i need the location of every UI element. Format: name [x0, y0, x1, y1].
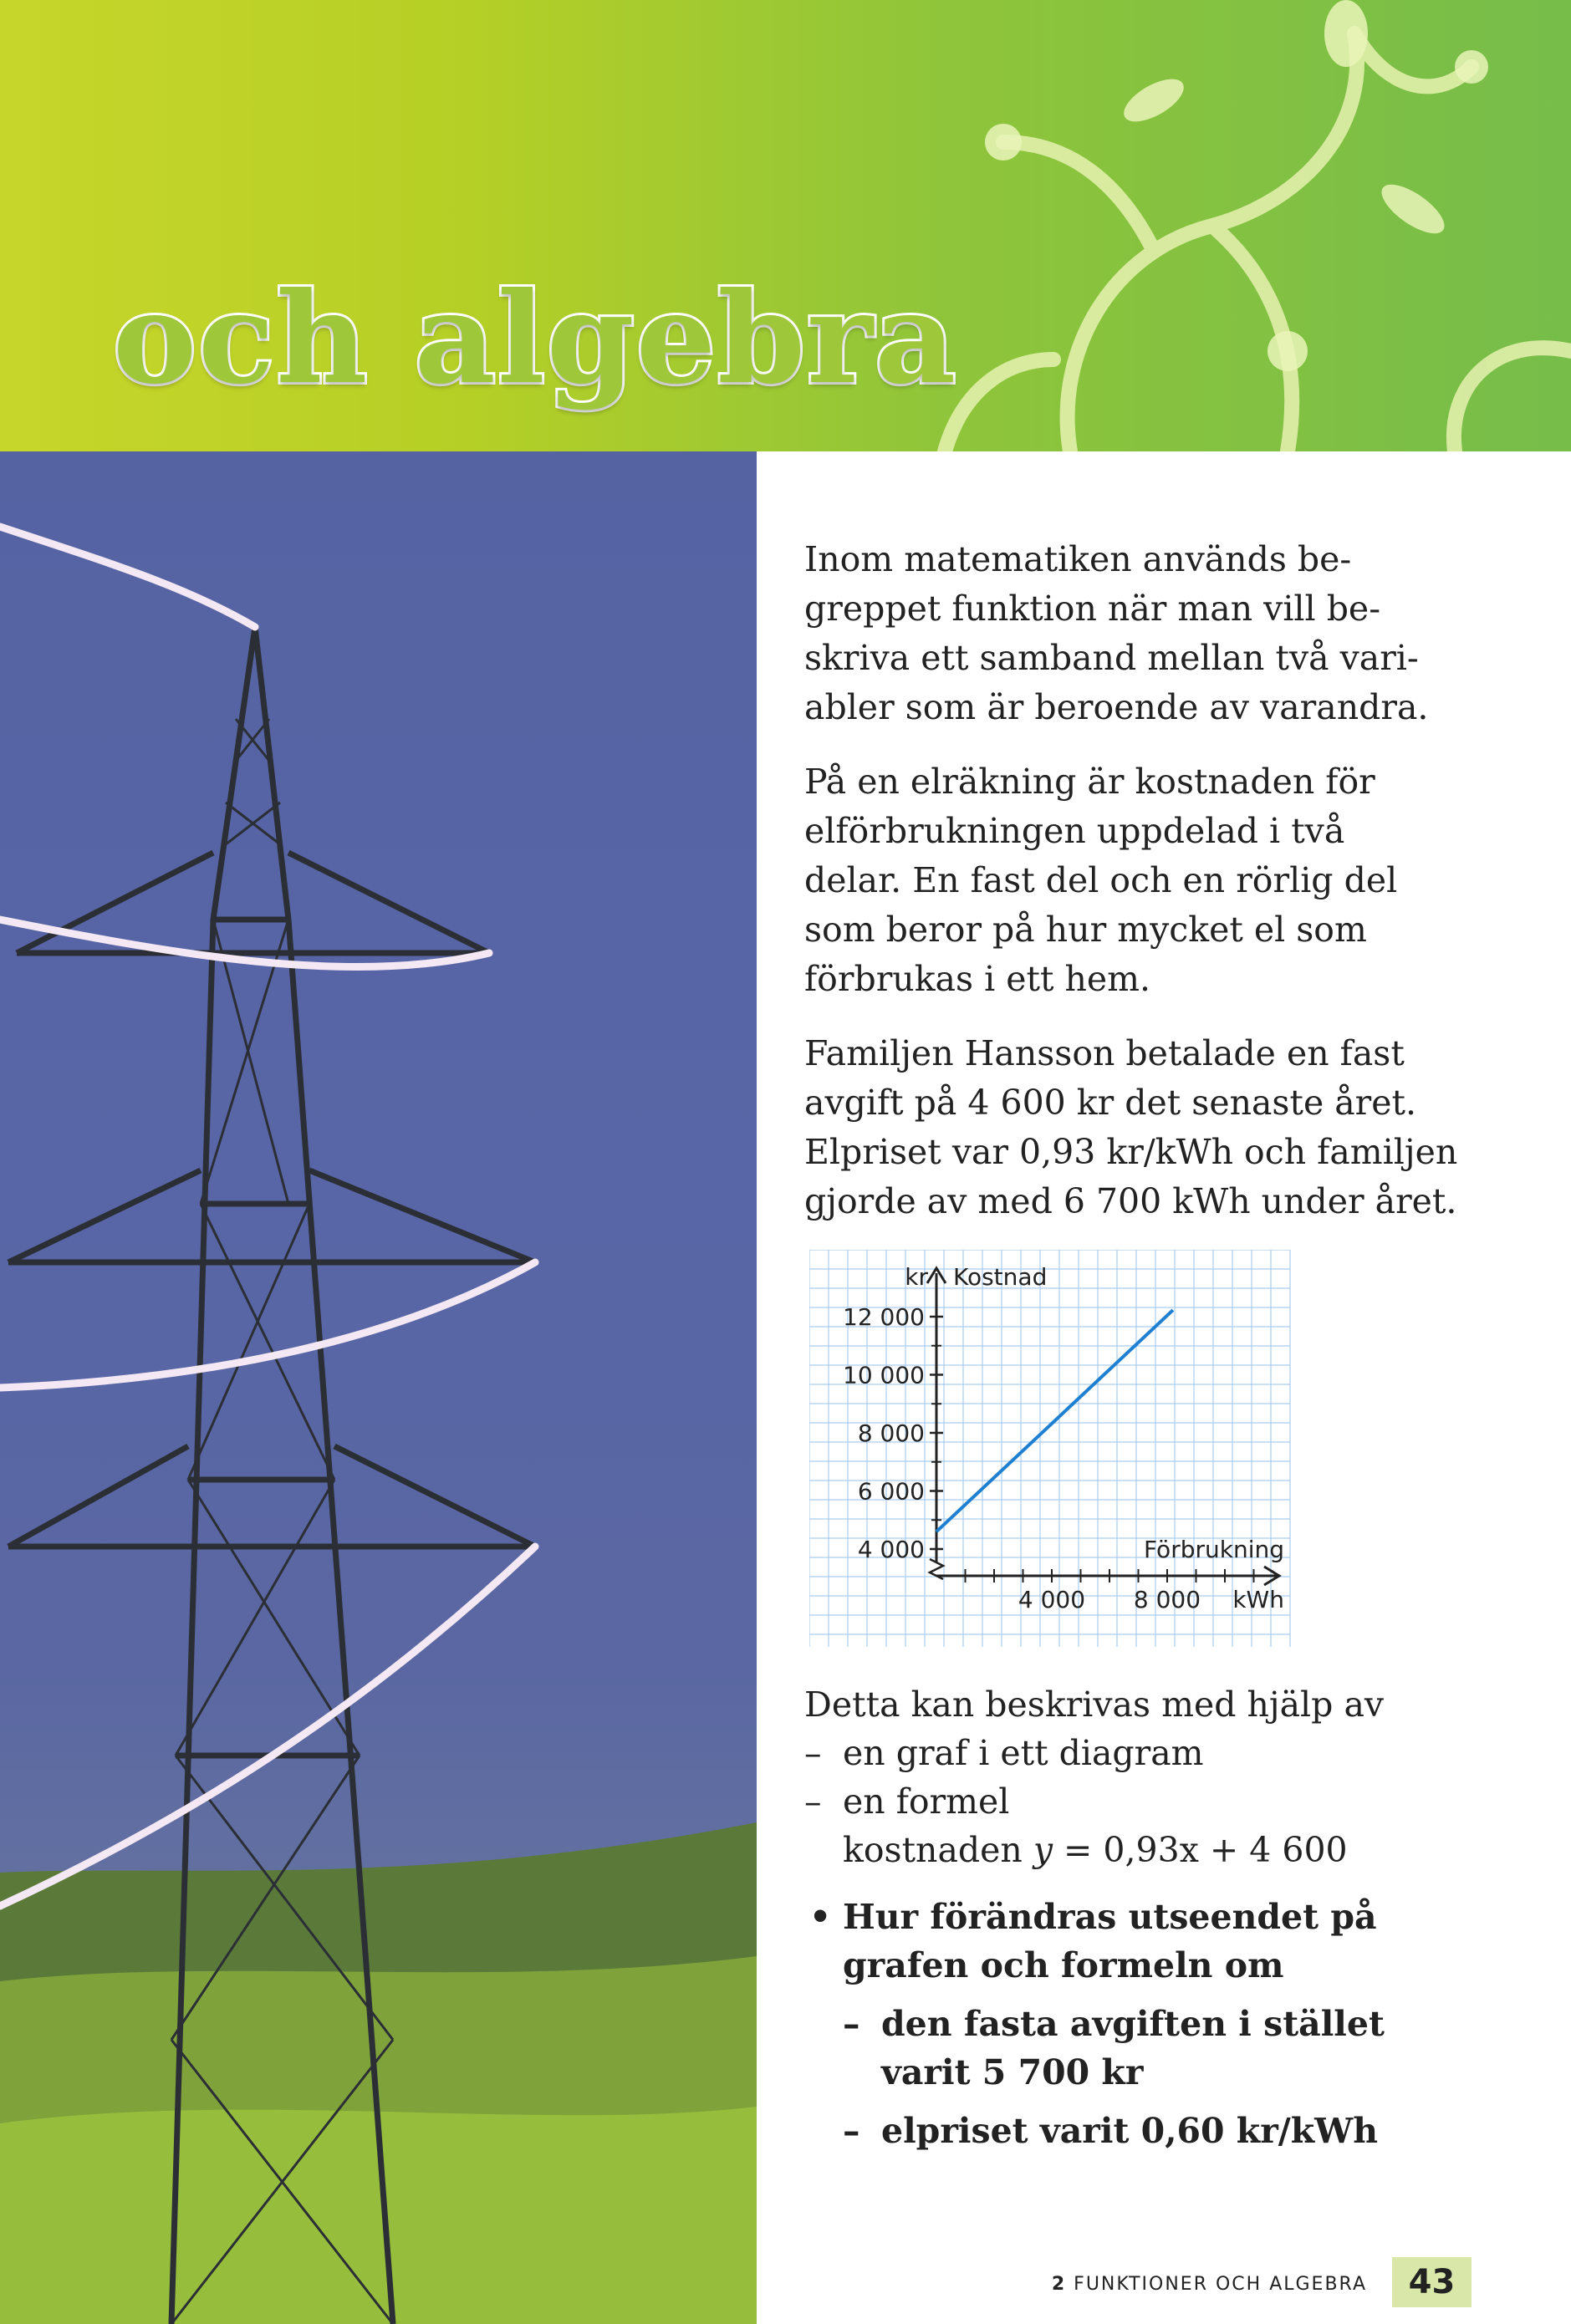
text-line: greppet funktion när man vill be-: [804, 589, 1381, 629]
x-tick-label: 4 000: [1018, 1586, 1086, 1613]
dash-marker: –: [804, 1781, 822, 1822]
bullet-marker: •: [809, 1897, 832, 1937]
list-item-text: en graf i ett diagram: [843, 1733, 1204, 1773]
sub-question: [843, 2000, 1540, 2097]
text-line: Familjen Hansson betalade en fast: [804, 1033, 1405, 1073]
sub-question-line: den fasta avgiften i stället: [881, 2004, 1385, 2044]
cost-chart-svg: [809, 1250, 1294, 1651]
power-pylon-illustration: [0, 451, 757, 2324]
intro-paragraph: [804, 535, 1540, 732]
list-item: [804, 1729, 1540, 1777]
text-line: som beror på hur mycket el som: [804, 910, 1367, 950]
sub-question-line: elpriset varit 0,60 kr/kWh: [881, 2111, 1379, 2151]
chapter-title: och algebra: [113, 265, 958, 412]
list-item-text: en formel: [843, 1781, 1010, 1822]
text-line: abler som är beroende av varandra.: [804, 687, 1429, 727]
page-footer: [1020, 2257, 1472, 2307]
text-line: förbrukas i ett hem.: [804, 959, 1151, 999]
text-line: delar. En fast del och en rörlig del: [804, 860, 1398, 900]
formula-variable: y: [1033, 1830, 1053, 1870]
electricity-bill-paragraph: [804, 757, 1540, 1004]
question-line: Hur förändras utseendet på: [843, 1897, 1377, 1937]
question-line: grafen och formeln om: [843, 1945, 1284, 1985]
text-line: Inom matematiken används be-: [804, 539, 1352, 579]
question-block: [804, 1893, 1540, 2155]
lower-text: [804, 1680, 1540, 2155]
y-tick-label: 12 000: [843, 1303, 925, 1331]
chapter-header-band: [0, 0, 1571, 451]
list-item: [804, 1777, 1540, 1826]
chapter-name: FUNKTIONER OCH ALGEBRA: [1074, 2274, 1367, 2295]
text-line: elförbrukningen uppdelad i två: [804, 811, 1345, 851]
y-tick-label: 4 000: [857, 1536, 925, 1563]
page-number: 43: [1392, 2257, 1472, 2307]
dash-marker: –: [843, 2004, 860, 2044]
text-line: Elpriset var 0,93 kr/kWh och familjen: [804, 1132, 1458, 1172]
x-axis-label: Förbrukning: [1143, 1536, 1284, 1563]
hansson-paragraph: [804, 1029, 1540, 1226]
power-pylon-photo: [0, 451, 757, 2324]
y-tick-label: 6 000: [857, 1477, 925, 1506]
dash-marker: –: [804, 1733, 822, 1773]
x-tick-label: 8 000: [1133, 1586, 1201, 1613]
y-unit-label: kr: [905, 1263, 928, 1291]
sub-question-line: varit 5 700 kr: [881, 2052, 1144, 2092]
text-line: På en elräkning är kostnaden för: [804, 762, 1375, 802]
dash-marker: –: [843, 2111, 860, 2151]
cost-chart: [809, 1250, 1294, 1651]
y-tick-label: 8 000: [857, 1419, 925, 1447]
text-column: [804, 535, 1540, 1251]
sub-question: [843, 2107, 1540, 2155]
cost-line: [936, 1310, 1173, 1531]
text-line: gjorde av med 6 700 kWh under året.: [804, 1181, 1457, 1221]
running-footer: [1052, 2274, 1367, 2295]
x-unit-label: kWh: [1232, 1586, 1284, 1613]
text-line: avgift på 4 600 kr det senaste året.: [804, 1083, 1417, 1123]
formula: [804, 1826, 1540, 1874]
y-axis-label: Kostnad: [953, 1263, 1048, 1291]
chapter-number: 2: [1051, 2274, 1067, 2295]
text-line: skriva ett samband mellan två vari-: [804, 638, 1419, 678]
formula-rest: = 0,93x + 4 600: [1053, 1830, 1348, 1870]
formula-prefix: kostnaden: [843, 1830, 1033, 1870]
lead-text: Detta kan beskrivas med hjälp av: [804, 1684, 1385, 1725]
y-tick-label: 10 000: [843, 1361, 925, 1389]
